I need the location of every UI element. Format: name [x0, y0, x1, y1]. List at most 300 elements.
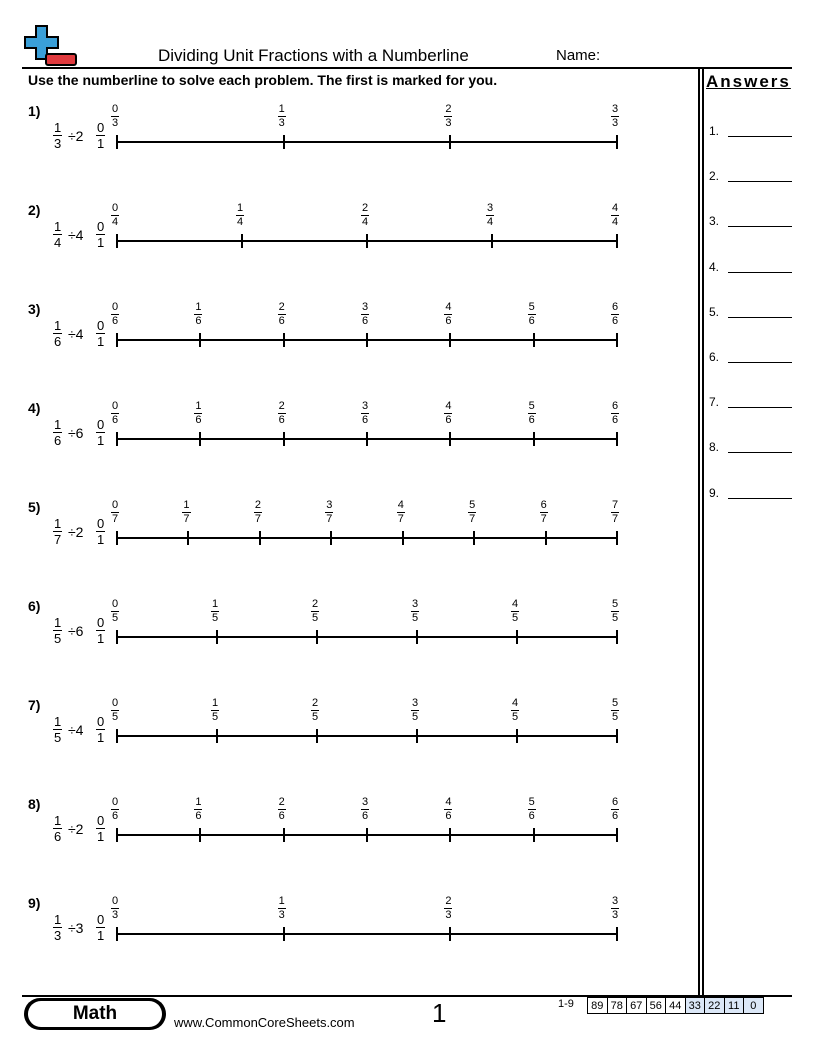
numberline-tick — [616, 828, 618, 842]
numberline-start-fraction-numerator: 0 — [97, 912, 105, 927]
tick-label-numerator: 2 — [362, 202, 369, 214]
problem-fraction-denominator: 4 — [54, 235, 62, 250]
tick-label — [182, 500, 190, 525]
problem-item — [0, 895, 700, 965]
numberline-tick — [416, 630, 418, 644]
numberline-tick — [366, 234, 368, 248]
problem-fraction-denominator: 7 — [54, 532, 62, 547]
score-cell: 11 — [724, 997, 745, 1014]
numberline-start-fraction — [96, 814, 105, 843]
problem-fraction-denominator: 6 — [54, 433, 62, 448]
tick-label-numerator: 5 — [528, 400, 535, 412]
numberline-axis — [117, 141, 617, 143]
numberline-tick — [116, 630, 118, 644]
tick-label — [361, 203, 369, 228]
answer-line[interactable] — [709, 305, 793, 319]
header-rule — [22, 67, 792, 69]
answer-blank[interactable] — [728, 498, 792, 499]
tick-label-numerator: 1 — [237, 202, 244, 214]
tick-label — [278, 104, 286, 129]
problem-fraction — [53, 319, 62, 348]
tick-label — [111, 599, 119, 624]
problem-item — [0, 103, 700, 173]
numberline-tick — [449, 333, 451, 347]
answer-line[interactable] — [709, 440, 793, 454]
tick-label-numerator: 5 — [528, 796, 535, 808]
tick-label — [311, 698, 319, 723]
numberline-start-fraction-denominator: 1 — [97, 631, 105, 646]
tick-label-numerator: 3 — [362, 400, 369, 412]
tick-label — [361, 401, 369, 426]
tick-label-numerator: 4 — [397, 499, 404, 511]
tick-label-denominator: 6 — [195, 810, 202, 822]
tick-label — [111, 203, 119, 228]
answer-blank[interactable] — [728, 452, 792, 453]
tick-label — [511, 698, 519, 723]
tick-label — [361, 797, 369, 822]
tick-label-denominator: 5 — [412, 612, 419, 624]
problem-number: 9) — [28, 895, 41, 911]
numberline-start-fraction-denominator: 1 — [97, 136, 105, 151]
answers-heading: Answers — [706, 72, 791, 91]
tick-label-denominator: 6 — [445, 315, 452, 327]
answer-line[interactable] — [709, 124, 793, 138]
tick-label-numerator: 4 — [445, 301, 452, 313]
numberline-tick — [416, 729, 418, 743]
tick-label — [528, 401, 536, 426]
numberline-start-fraction-numerator: 0 — [97, 615, 105, 630]
tick-label-denominator: 3 — [612, 117, 619, 129]
numberline-tick — [116, 828, 118, 842]
tick-label — [278, 401, 286, 426]
tick-label-numerator: 0 — [112, 301, 119, 313]
answer-number: 2. — [709, 169, 720, 184]
numberline-start-fraction-numerator: 0 — [97, 813, 105, 828]
tick-label — [211, 698, 219, 723]
answer-number: 4. — [709, 259, 720, 274]
numberline-tick — [533, 828, 535, 842]
tick-label-numerator: 0 — [112, 499, 119, 511]
tick-label — [611, 896, 619, 921]
score-cell: 44 — [665, 997, 686, 1014]
problem-number: 3) — [28, 301, 41, 317]
tick-label-denominator: 5 — [612, 711, 619, 723]
answer-column-divider-inner — [702, 67, 704, 995]
tick-label-numerator: 0 — [112, 202, 119, 214]
division-operator: ÷4 — [68, 326, 84, 342]
problem-number: 2) — [28, 202, 41, 218]
tick-label-numerator: 0 — [112, 697, 119, 709]
tick-label-denominator: 5 — [512, 711, 519, 723]
tick-label-denominator: 6 — [612, 315, 619, 327]
numberline-tick — [616, 531, 618, 545]
division-operator: ÷4 — [68, 722, 84, 738]
numberline-start-fraction-numerator: 0 — [97, 120, 105, 135]
numberline-tick — [283, 927, 285, 941]
answer-blank[interactable] — [728, 226, 792, 227]
tick-label-numerator: 3 — [487, 202, 494, 214]
tick-label-denominator: 6 — [528, 414, 535, 426]
tick-label — [411, 698, 419, 723]
problem-fraction-denominator: 5 — [54, 730, 62, 745]
tick-label-denominator: 6 — [278, 414, 285, 426]
problem-number: 7) — [28, 697, 41, 713]
tick-label — [611, 698, 619, 723]
problem-item — [0, 499, 700, 569]
problem-fraction — [53, 715, 62, 744]
problem-item — [0, 400, 700, 470]
numberline-start-fraction — [96, 220, 105, 249]
page-number: 1 — [432, 998, 447, 1028]
tick-label — [611, 104, 619, 129]
numberline-tick — [516, 630, 518, 644]
answer-blank[interactable] — [728, 362, 792, 363]
tick-label — [194, 302, 202, 327]
score-cell: 89 — [587, 997, 608, 1014]
answer-number: 1. — [709, 124, 720, 138]
numberline-tick — [516, 729, 518, 743]
problem-number: 5) — [28, 499, 41, 515]
problem-number: 1) — [28, 103, 41, 119]
tick-label — [111, 500, 119, 525]
problem-fraction — [53, 418, 62, 447]
numberline-tick — [533, 333, 535, 347]
tick-label-numerator: 0 — [112, 796, 119, 808]
tick-label-numerator: 6 — [612, 301, 619, 313]
tick-label-denominator: 5 — [312, 612, 319, 624]
problem-fraction — [53, 220, 62, 249]
tick-label-numerator: 1 — [212, 598, 219, 610]
tick-label-denominator: 6 — [362, 315, 369, 327]
division-operator: ÷4 — [68, 227, 84, 243]
score-cell: 56 — [646, 997, 667, 1014]
tick-label-denominator: 4 — [237, 216, 244, 228]
name-label: Name: — [556, 47, 601, 64]
numberline-tick — [116, 531, 118, 545]
problem-item — [0, 796, 700, 866]
tick-label-denominator: 7 — [254, 513, 261, 525]
numberline-start-fraction — [96, 121, 105, 150]
numberline-tick — [473, 531, 475, 545]
numberline-tick — [491, 234, 493, 248]
numberline-start-fraction-denominator: 1 — [97, 334, 105, 349]
tick-label — [611, 203, 619, 228]
answer-number: 7. — [709, 395, 720, 410]
division-operator: ÷2 — [68, 524, 84, 540]
numberline-tick — [402, 531, 404, 545]
answer-blank[interactable] — [728, 407, 792, 408]
numberline-start-fraction-denominator: 1 — [97, 829, 105, 844]
numberline-start-fraction-numerator: 0 — [97, 318, 105, 333]
tick-label — [528, 797, 536, 822]
subject-badge — [24, 998, 166, 1030]
tick-label-denominator: 4 — [612, 216, 619, 228]
division-operator: ÷3 — [68, 920, 84, 936]
tick-label — [397, 500, 405, 525]
plus-minus-logo-icon — [22, 24, 78, 68]
problem-fraction-numerator: 1 — [54, 516, 62, 531]
numberline-axis — [117, 933, 617, 935]
tick-label — [611, 500, 619, 525]
tick-label-denominator: 3 — [445, 909, 452, 921]
answer-blank[interactable] — [728, 317, 792, 318]
problem-fraction-numerator: 1 — [54, 912, 62, 927]
tick-label-numerator: 5 — [469, 499, 476, 511]
tick-label-numerator: 1 — [278, 895, 285, 907]
tick-label-denominator: 6 — [445, 414, 452, 426]
numberline-tick — [199, 333, 201, 347]
numberline-tick — [283, 828, 285, 842]
tick-label — [444, 401, 452, 426]
answer-line[interactable] — [709, 260, 793, 274]
score-cell: 0 — [743, 997, 764, 1014]
answer-line[interactable] — [709, 214, 793, 228]
numberline-start-fraction-numerator: 0 — [97, 219, 105, 234]
tick-label-numerator: 3 — [412, 697, 419, 709]
problem-number: 4) — [28, 400, 41, 416]
tick-label-denominator: 7 — [183, 513, 190, 525]
numberline-start-fraction-denominator: 1 — [97, 235, 105, 250]
numberline-tick — [366, 333, 368, 347]
numberline-tick — [366, 828, 368, 842]
tick-label-numerator: 0 — [112, 598, 119, 610]
tick-label-numerator: 0 — [112, 400, 119, 412]
answer-line[interactable] — [709, 169, 793, 183]
tick-label-numerator: 1 — [212, 697, 219, 709]
numberline-tick — [116, 135, 118, 149]
numberline-tick — [283, 333, 285, 347]
tick-label-denominator: 5 — [312, 711, 319, 723]
tick-label — [444, 302, 452, 327]
worksheet-title: Dividing Unit Fractions with a Numberline — [158, 46, 469, 65]
tick-label-numerator: 6 — [612, 400, 619, 412]
division-operator: ÷6 — [68, 623, 84, 639]
problem-fraction — [53, 616, 62, 645]
tick-label — [325, 500, 333, 525]
problem-number: 8) — [28, 796, 41, 812]
tick-label — [111, 401, 119, 426]
score-cell: 78 — [607, 997, 628, 1014]
division-operator: ÷6 — [68, 425, 84, 441]
tick-label-numerator: 4 — [445, 400, 452, 412]
tick-label-denominator: 4 — [112, 216, 119, 228]
tick-label-numerator: 1 — [195, 400, 202, 412]
tick-label — [444, 104, 452, 129]
numberline-tick — [116, 432, 118, 446]
tick-label — [111, 302, 119, 327]
answer-number: 3. — [709, 214, 720, 229]
tick-label-denominator: 3 — [278, 117, 285, 129]
numberline-tick — [449, 135, 451, 149]
tick-label — [611, 401, 619, 426]
numberline-axis — [117, 735, 617, 737]
tick-label-numerator: 3 — [612, 895, 619, 907]
score-table — [588, 997, 764, 1014]
instructions: Use the numberline to solve each problem. The first is marked for you. — [28, 72, 498, 88]
numberline-tick — [616, 333, 618, 347]
answer-line[interactable] — [709, 486, 793, 500]
answer-number: 9. — [709, 485, 720, 500]
numberline-tick — [330, 531, 332, 545]
problem-item — [0, 202, 700, 272]
problem-fraction-denominator: 6 — [54, 334, 62, 349]
problem-fraction-denominator: 5 — [54, 631, 62, 646]
numberline-start-fraction-denominator: 1 — [97, 730, 105, 745]
numberline-tick — [199, 828, 201, 842]
numberline-tick — [316, 729, 318, 743]
tick-label-numerator: 4 — [512, 598, 519, 610]
tick-label — [211, 599, 219, 624]
division-operator: ÷2 — [68, 821, 84, 837]
tick-label-denominator: 3 — [612, 909, 619, 921]
numberline-axis — [117, 537, 617, 539]
tick-label-numerator: 3 — [362, 796, 369, 808]
problem-number: 6) — [28, 598, 41, 614]
subject-label: Math — [28, 1001, 162, 1027]
tick-label-numerator: 2 — [278, 400, 285, 412]
tick-label-denominator: 6 — [528, 810, 535, 822]
numberline-tick — [366, 432, 368, 446]
tick-label-numerator: 3 — [412, 598, 419, 610]
problem-fraction-numerator: 1 — [54, 615, 62, 630]
problem-fraction-denominator: 6 — [54, 829, 62, 844]
numberline-tick — [616, 234, 618, 248]
tick-label-denominator: 5 — [212, 612, 219, 624]
numberline-start-fraction-numerator: 0 — [97, 516, 105, 531]
tick-label — [111, 698, 119, 723]
tick-label — [278, 896, 286, 921]
problem-fraction-denominator: 3 — [54, 928, 62, 943]
tick-label-denominator: 6 — [278, 810, 285, 822]
numberline-axis — [117, 636, 617, 638]
numberline-start-fraction-numerator: 0 — [97, 714, 105, 729]
answer-number: 6. — [709, 350, 720, 364]
problem-fraction — [53, 913, 62, 942]
tick-label-denominator: 7 — [612, 513, 619, 525]
numberline-start-fraction-denominator: 1 — [97, 928, 105, 943]
tick-label-numerator: 2 — [445, 895, 452, 907]
tick-label-denominator: 6 — [112, 414, 119, 426]
tick-label-denominator: 5 — [112, 711, 119, 723]
numberline-tick — [316, 630, 318, 644]
tick-label-denominator: 6 — [612, 810, 619, 822]
tick-label — [611, 797, 619, 822]
tick-label-denominator: 6 — [112, 315, 119, 327]
numberline-start-fraction — [96, 616, 105, 645]
tick-label-numerator: 4 — [512, 697, 519, 709]
tick-label — [511, 599, 519, 624]
problem-fraction — [53, 814, 62, 843]
answer-blank[interactable] — [728, 272, 792, 273]
numberline-start-fraction — [96, 517, 105, 546]
tick-label-numerator: 5 — [528, 301, 535, 313]
tick-label — [194, 797, 202, 822]
tick-label — [411, 599, 419, 624]
tick-label — [194, 401, 202, 426]
tick-label-denominator: 6 — [362, 414, 369, 426]
tick-label — [278, 302, 286, 327]
numberline-tick — [216, 630, 218, 644]
numberline-tick — [616, 630, 618, 644]
tick-label — [111, 104, 119, 129]
numberline-tick — [449, 432, 451, 446]
tick-label — [361, 302, 369, 327]
numberline-tick — [616, 927, 618, 941]
tick-label-denominator: 3 — [445, 117, 452, 129]
tick-label — [278, 797, 286, 822]
tick-label — [444, 896, 452, 921]
numberline-tick — [283, 135, 285, 149]
tick-label-numerator: 6 — [540, 499, 547, 511]
answer-blank[interactable] — [728, 136, 792, 137]
problem-fraction-denominator: 3 — [54, 136, 62, 151]
score-cell: 22 — [704, 997, 725, 1014]
tick-label-denominator: 7 — [469, 513, 476, 525]
tick-label-numerator: 2 — [312, 598, 319, 610]
problem-item — [0, 598, 700, 668]
tick-label-denominator: 3 — [112, 909, 119, 921]
tick-label — [444, 797, 452, 822]
tick-label-numerator: 1 — [278, 103, 285, 115]
problem-fraction — [53, 121, 62, 150]
tick-label-denominator: 6 — [445, 810, 452, 822]
numberline-start-fraction — [96, 715, 105, 744]
numberline-tick — [116, 234, 118, 248]
tick-label — [254, 500, 262, 525]
tick-label-numerator: 7 — [612, 499, 619, 511]
tick-label-numerator: 2 — [312, 697, 319, 709]
answer-blank[interactable] — [728, 181, 792, 182]
numberline-tick — [241, 234, 243, 248]
numberline-tick — [216, 729, 218, 743]
tick-label — [540, 500, 548, 525]
numberline-tick — [449, 828, 451, 842]
score-range-label: 1-9 — [558, 998, 574, 1010]
numberline-start-fraction — [96, 418, 105, 447]
tick-label-denominator: 4 — [487, 216, 494, 228]
numberline-tick — [616, 432, 618, 446]
problem-fraction-numerator: 1 — [54, 813, 62, 828]
tick-label-numerator: 2 — [254, 499, 261, 511]
tick-label — [486, 203, 494, 228]
numberline-tick — [259, 531, 261, 545]
tick-label — [611, 302, 619, 327]
score-cell: 67 — [626, 997, 647, 1014]
numberline-tick — [545, 531, 547, 545]
tick-label-numerator: 0 — [112, 895, 119, 907]
problem-fraction-numerator: 1 — [54, 714, 62, 729]
numberline-tick — [116, 927, 118, 941]
tick-label-numerator: 1 — [183, 499, 190, 511]
tick-label — [111, 896, 119, 921]
tick-label-denominator: 3 — [112, 117, 119, 129]
tick-label-denominator: 6 — [362, 810, 369, 822]
tick-label-denominator: 6 — [112, 810, 119, 822]
numberline-start-fraction-denominator: 1 — [97, 433, 105, 448]
numberline-tick — [616, 135, 618, 149]
tick-label-numerator: 3 — [612, 103, 619, 115]
tick-label-denominator: 7 — [112, 513, 119, 525]
tick-label-numerator: 2 — [278, 796, 285, 808]
tick-label-denominator: 5 — [512, 612, 519, 624]
tick-label — [611, 599, 619, 624]
answer-number: 5. — [709, 304, 720, 319]
numberline-tick — [283, 432, 285, 446]
problem-item — [0, 301, 700, 371]
answer-line[interactable] — [709, 350, 793, 364]
answer-line[interactable] — [709, 395, 793, 409]
numberline-tick — [449, 927, 451, 941]
